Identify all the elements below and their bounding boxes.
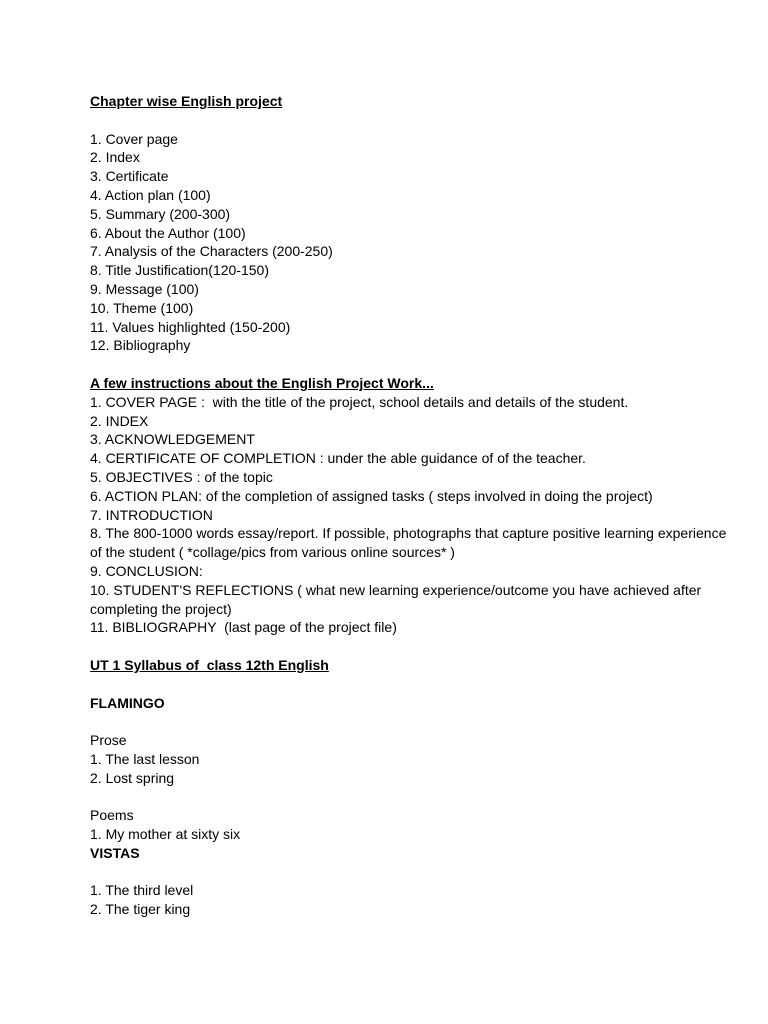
list-item: 2. The tiger king [90,901,191,918]
list-item: 8. Title Justification(120-150) [90,262,269,279]
list-item: 2. INDEX [90,412,149,429]
list-item: 5. Summary (200-300) [90,205,231,222]
list-item: 9. Message (100) [90,280,199,297]
list-item: 11. Values highlighted (150-200) [90,318,291,335]
list-item: 1. Cover page [90,130,178,147]
list-item: 8. The 800-1000 words essay/report. If possible, photographs that capture positive learning experience of the student ( *collage/pics from various online sources* ) [90,525,731,561]
instructions-list [90,393,730,637]
spacer [90,675,730,694]
document-page [90,92,730,919]
list-item: 2. Index [90,149,140,166]
list-item: 9. CONCLUSION: [90,562,203,579]
spacer [90,787,730,806]
list-item: 3. ACKNOWLEDGEMENT [90,431,255,448]
list-item: 7. Analysis of the Characters (200-250) [90,243,333,260]
list-item: 3. Certificate [90,168,169,185]
list-item: 1. The third level [90,882,194,899]
flamingo-title: FLAMINGO [90,694,165,711]
list-item: 7. INTRODUCTION [90,506,213,523]
list-item: 10. Theme (100) [90,299,194,316]
spacer [90,111,730,130]
spacer [90,712,730,731]
list-item: 4. CERTIFICATE OF COMPLETION : under the able guidance of of the teacher. [90,450,586,467]
spacer [90,863,730,882]
vistas-title: VISTAS [90,844,140,861]
list-item: 6. About the Author (100) [90,224,246,241]
spacer [90,637,730,656]
list-item: 4. Action plan (100) [90,186,211,203]
list-item: 1. COVER PAGE : with the title of the project, school details and details of the student. [90,393,629,410]
list-item: 1. My mother at sixty six [90,826,241,843]
prose-label: Prose [90,732,127,749]
instructions-heading: A few instructions about the English Project Work... [90,374,434,391]
spacer [90,355,730,374]
project-list [90,130,730,356]
list-item: 12. Bibliography [90,337,191,354]
list-item: 5. OBJECTIVES : of the topic [90,468,273,485]
list-item: 2. Lost spring [90,769,175,786]
poems-label: Poems [90,807,134,824]
list-item: 10. STUDENT'S REFLECTIONS ( what new learning experience/outcome you have achieved after completing the project) [90,581,706,617]
list-item: 6. ACTION PLAN: of the completion of assigned tasks ( steps involved in doing the project) [90,487,653,504]
list-item: 11. BIBLIOGRAPHY (last page of the project file) [90,619,397,636]
syllabus-heading: UT 1 Syllabus of class 12th English [90,656,329,673]
list-item: 1. The last lesson [90,750,200,767]
project-heading: Chapter wise English project [90,93,283,109]
